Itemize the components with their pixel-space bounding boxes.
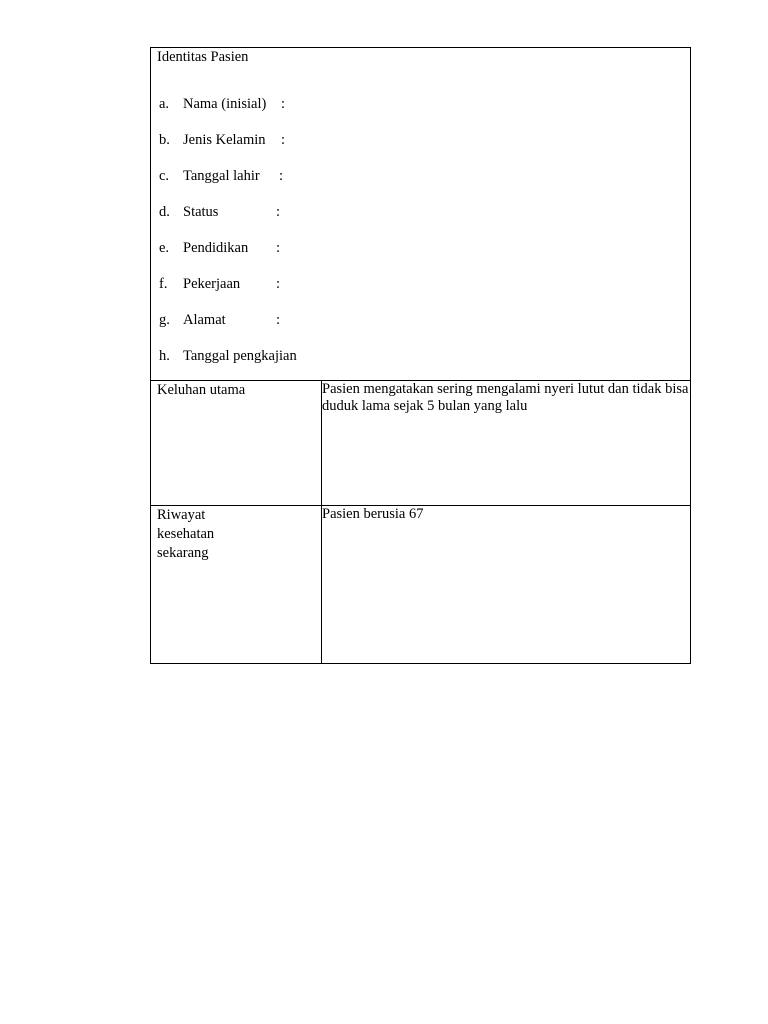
identity-item-assessment-date [159,347,297,383]
identity-item-name [159,95,297,131]
history-value: Pasien berusia 67 [322,506,424,522]
identity-item-address [159,311,297,347]
history-value-cell [322,506,691,664]
item-label: Tanggal pengkajian [183,348,297,364]
complaint-value-cell [322,381,691,506]
identity-item-education [159,239,297,275]
patient-assessment-table [150,47,691,664]
complaint-row [151,381,691,506]
item-colon: : [281,132,286,148]
item-marker: f. [159,276,168,292]
item-colon: : [276,312,281,328]
item-marker: h. [159,348,170,364]
identity-row [151,48,691,381]
item-label: Alamat [183,312,226,328]
identity-item-birthdate [159,167,297,203]
item-colon: : [279,168,284,184]
identity-title: Identitas Pasien [157,49,249,65]
identity-cell [151,48,691,381]
history-row [151,506,691,664]
item-marker: a. [159,96,170,112]
item-label: Pekerjaan [183,276,241,292]
identity-item-status [159,203,297,239]
history-label-line: kesehatan [157,526,215,542]
complaint-label-cell [151,381,322,506]
item-label: Status [183,204,219,220]
history-label-cell [151,506,322,664]
item-colon: : [276,276,281,292]
identity-item-gender [159,131,297,167]
item-colon: : [276,240,281,256]
item-colon: : [281,96,286,112]
history-label-line: Riwayat [157,507,206,523]
history-label-line: sekarang [157,545,209,561]
item-marker: c. [159,168,170,184]
identity-item-occupation [159,275,297,311]
item-marker: e. [159,240,170,256]
item-label: Tanggal lahir [183,168,260,184]
item-colon: : [276,204,281,220]
item-label: Jenis Kelamin [183,132,266,148]
item-label: Pendidikan [183,240,249,256]
complaint-value: Pasien mengatakan sering mengalami nyeri lutut dan tidak bisa duduk lama sejak 5 bulan yang lalu [322,381,689,414]
item-label: Nama (inisial) [183,96,267,112]
complaint-label: Keluhan utama [157,382,246,398]
item-marker: g. [159,312,170,328]
item-marker: b. [159,132,170,148]
identity-list [159,95,297,383]
item-marker: d. [159,204,170,220]
